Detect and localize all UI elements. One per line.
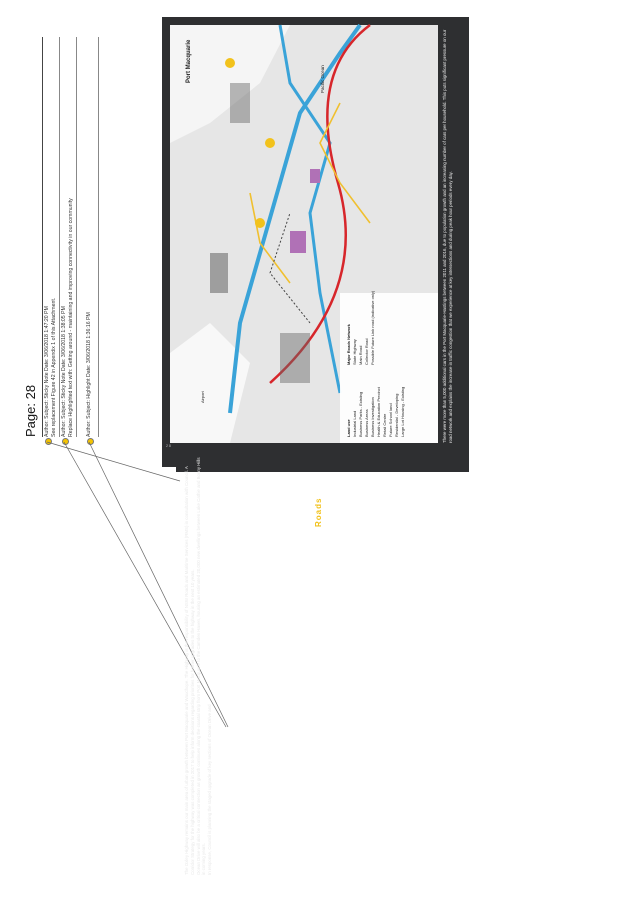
road-network-map — [170, 25, 438, 443]
page-label: Page: 28 — [23, 384, 38, 437]
legend-item: Large Lot Housing - Existing — [400, 386, 405, 437]
body-paragraph: There were more than 5,000 additional cars in the Port Macquarie-Hastings between 2011 and 2016, due to population growth and an increasing number of cars per household. This puts significant pressure on our road network and explains the increase in traffic congestion that we experience at key intersections and during peak hour periods every day. — [442, 29, 453, 443]
legend-title: Major Roads Network — [346, 324, 351, 365]
comment-line-5: Author: Subject: Highlight Date: 3/06/2018 1:36:16 PM — [86, 312, 92, 437]
map-place-label: Airport — [200, 391, 205, 403]
page-overlay — [162, 440, 468, 890]
legend-item: Business Investigation — [370, 397, 375, 437]
map-place-label: Pacific Ocean — [320, 65, 325, 93]
comment-line-3: Author: Subject: Sticky Note Date: 3/06/2018 1:38:05 PM — [61, 306, 67, 437]
legend-item: Health & Education Precinct — [376, 387, 381, 437]
body-paragraph: In response, Council is planning the staged upgrade of key sections of Ocean Drive and — [207, 704, 213, 875]
map-place-label: Port Macquarie — [186, 39, 192, 83]
legend-title: Land use — [346, 419, 351, 437]
legend-item: Business Parks - Existing — [358, 391, 363, 437]
legend-item: Industrial Land — [352, 410, 357, 437]
legend-land-use — [346, 387, 406, 437]
rotated-text — [184, 455, 254, 875]
map-figure — [170, 25, 438, 443]
section-title: Roads — [314, 497, 323, 527]
legend-item: Future School land — [388, 403, 393, 437]
comment-line-4: Replace Highlighted text with: Getting around - maintaining and improving connectivity in our community — [68, 198, 74, 437]
legend-item: State Highway — [352, 339, 357, 365]
legend-item: Residential - Developing — [394, 393, 399, 437]
legend-roads — [346, 291, 376, 365]
document-page — [162, 17, 469, 527]
legend-item: Possible Future Link road (indicative only) — [370, 290, 375, 365]
page-number: 28 — [166, 444, 172, 448]
text-column-overlay — [184, 455, 254, 875]
comment-line-2: See replacement Figure 42 in Appendix 1 of this Attachment. — [51, 297, 57, 437]
body-paragraph: The Oxley Highway remains our main area of urban growth between Port Macquarie and Wauchope. The Highway is the responsibility of NSW Roads and Maritime Services (RMS) in consultation with Council. A Corridor Strategy for the highway was completed in 2017 to help inform decisions regarding priorities for further upgrades to the highway in the next 10 years. — [184, 466, 195, 875]
legend-item: Collector Road — [364, 338, 369, 365]
legend-item: Retail Centre — [382, 413, 387, 437]
body-paragraph: Ocean Drive will also be a critical connection as growth continues along the coastal strip from Port Macquarie to the Camden Haven, housing an estimated 20,000 new dwellings between Lake Cathie and Bonny Hills in coming years. — [195, 457, 207, 875]
legend-item: Business Areas — [364, 409, 369, 437]
comment-line-1: Author: Subject: Sticky Note Date: 3/06/2018 1:47:20 PM — [44, 306, 50, 437]
legend-item: Main Road — [358, 345, 363, 365]
